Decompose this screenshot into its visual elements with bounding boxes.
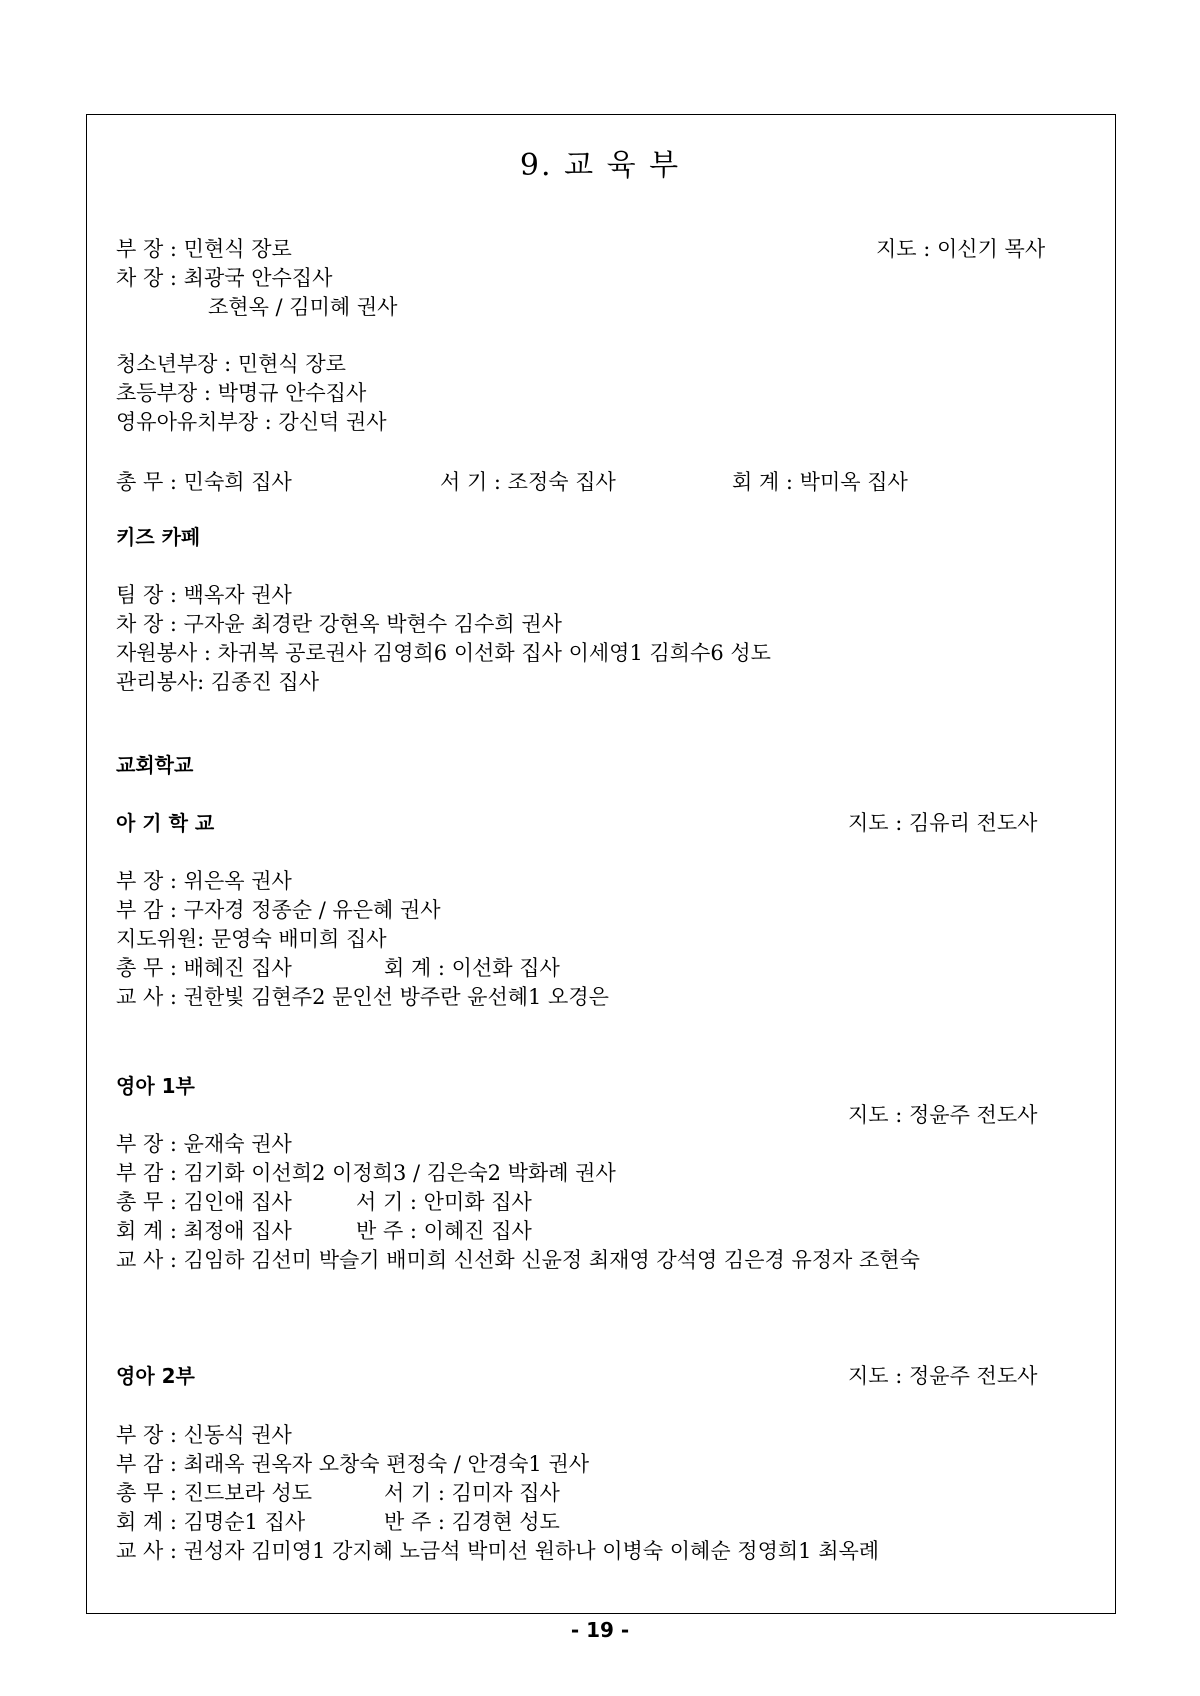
infant1-teachers: 교 사 : 김임하 김선미 박슬기 배미희 신선화 신윤정 최재영 강석영 김은경 유정자 조현숙	[116, 1248, 920, 1272]
secretary-line: 서 기 : 조정숙 집사	[440, 470, 616, 494]
baby-school-head: 부 장 : 위은옥 권사	[116, 869, 292, 893]
infant2-general-affairs: 총 무 : 진드보라 성도	[116, 1481, 313, 1505]
baby-school-treasurer: 회 계 : 이선화 집사	[384, 956, 560, 980]
baby-school-deputy: 부 감 : 구자경 정종순 / 유은혜 권사	[116, 898, 441, 922]
infant2-deputy: 부 감 : 최래옥 권옥자 오창숙 편정숙 / 안경숙1 권사	[116, 1452, 590, 1476]
baby-school-heading: 아 기 학 교	[116, 811, 215, 835]
infant1-accompanist: 반 주 : 이혜진 집사	[356, 1219, 532, 1243]
infant1-deputy: 부 감 : 김기화 이선희2 이정희3 / 김은숙2 박화례 권사	[116, 1161, 616, 1185]
baby-school-committee: 지도위원: 문영숙 배미희 집사	[116, 927, 387, 951]
infant1-general-affairs: 총 무 : 김인애 집사	[116, 1190, 292, 1214]
page-number: - 19 -	[570, 1618, 630, 1642]
kids-cafe-volunteers: 자원봉사 : 차귀복 공로권사 김영희6 이선화 집사 이세영1 김희수6 성도	[116, 641, 771, 665]
elementary-head-line: 초등부장 : 박명규 안수집사	[116, 381, 367, 405]
infant2-treasurer: 회 계 : 김명순1 집사	[116, 1510, 306, 1534]
baby-school-teachers: 교 사 : 권한빛 김현주2 문인선 방주란 윤선혜1 오경은	[116, 985, 609, 1009]
baby-school-guide: 지도 : 김유리 전도사	[848, 811, 1038, 835]
youth-head-line: 청소년부장 : 민현식 장로	[116, 352, 346, 376]
kids-cafe-manager: 관리봉사: 김종진 집사	[116, 670, 319, 694]
vice-director-line: 차 장 : 최광국 안수집사	[116, 266, 333, 290]
infant1-heading: 영아 1부	[116, 1074, 195, 1098]
page-border	[86, 114, 1116, 1614]
preschool-head-line: 영유아유치부장 : 강신덕 권사	[116, 410, 387, 434]
advisor-line: 지도 : 이신기 목사	[876, 237, 1046, 261]
infant2-accompanist: 반 주 : 김경현 성도	[384, 1510, 560, 1534]
infant1-treasurer: 회 계 : 최정애 집사	[116, 1219, 292, 1243]
baby-school-general-affairs: 총 무 : 배혜진 집사	[116, 956, 292, 980]
general-affairs-line: 총 무 : 민숙희 집사	[116, 470, 292, 494]
page-title: 9. 교 육 부	[519, 148, 681, 183]
infant2-teachers: 교 사 : 권성자 김미영1 강지혜 노금석 박미선 원하나 이병숙 이혜순 정영희1 최옥례	[116, 1539, 880, 1563]
infant1-secretary: 서 기 : 안미화 집사	[356, 1190, 532, 1214]
infant1-head: 부 장 : 윤재숙 권사	[116, 1132, 292, 1156]
treasurer-line: 회 계 : 박미옥 집사	[732, 470, 908, 494]
director-line: 부 장 : 민현식 장로	[116, 237, 292, 261]
kids-cafe-leader: 팀 장 : 백옥자 권사	[116, 583, 292, 607]
kids-cafe-vice: 차 장 : 구자윤 최경란 강현옥 박현수 김수희 권사	[116, 612, 562, 636]
infant2-heading: 영아 2부	[116, 1364, 195, 1388]
kids-cafe-heading: 키즈 카페	[116, 525, 201, 549]
infant2-secretary: 서 기 : 김미자 집사	[384, 1481, 560, 1505]
infant2-guide: 지도 : 정윤주 전도사	[848, 1364, 1038, 1388]
infant1-guide: 지도 : 정윤주 전도사	[848, 1103, 1038, 1127]
church-school-heading: 교회학교	[116, 753, 194, 777]
vice-director-line-2: 조현옥 / 김미혜 권사	[208, 295, 398, 319]
infant2-head: 부 장 : 신동식 권사	[116, 1423, 292, 1447]
